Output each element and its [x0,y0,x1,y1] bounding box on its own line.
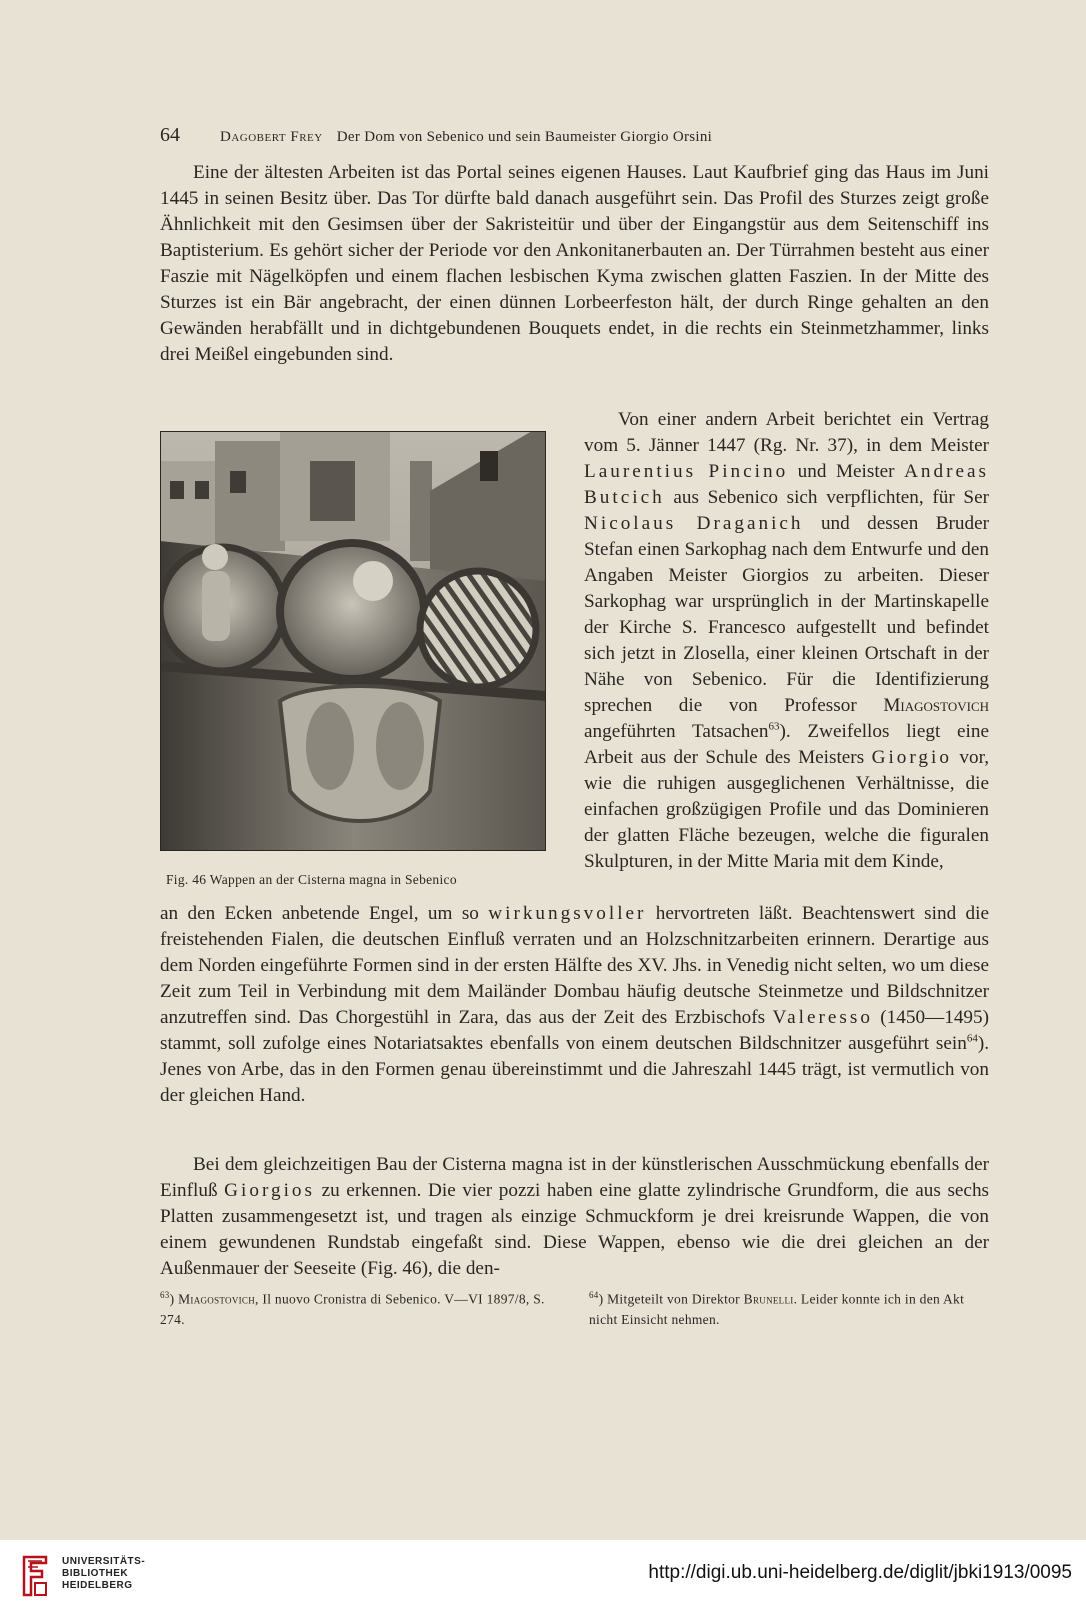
footnote-author: Miagostovich [178,1291,256,1307]
text-run: und Meister [788,461,905,482]
text-run: angeführten Tatsachen [584,721,769,742]
permalink-url[interactable]: http://digi.ub.uni-heidelberg.de/diglit/jbki1913/0095 [648,1562,1072,1583]
running-header [160,124,876,147]
footnote-ref-63: 63 [768,720,780,733]
header-title: Der Dom von Sebenico und sein Baumeister Giorgio Orsini [336,129,713,145]
name-giorgios: Giorgios [224,1180,315,1201]
text-run: hervortreten läßt. Beachtenswert sind die freistehenden Fialen, die deutschen Einfluß verraten und an Holzschnitzarbeiten erinnern. Derartige aus dem Norden eingeführte Formen sind in der ersten Hälfte des XV. Jhs. in Venedig nicht selten, wo um diese Zeit zum Teil in Verbindung mit dem Mailänder Dombau häufig deutsche Steinmetze und Bildschnitzer anzutreffen sind. Das Chorgestühl in Zara, das aus der Zeit des Erzbischofs [160,903,989,1028]
header-author: Dagobert Frey [220,129,323,145]
paragraph-portal: Eine der ältesten Arbeiten ist das Portal seines eigenen Hauses. Laut Kaufbrief ging das Haus im Juni 1445 in seinen Besitz über. Das Tor dürfte bald danach ausgeführt sein. Das Profil des Sturzes zeigt große Ähnlichkeit mit den Gesimsen über der Sakristeitür und über der Eingangstür aus dem Seitenschiff ins Baptisterium. Es gehört sicher der Periode vor den Ankonitanerbauten an. Der Türrahmen besteht aus einer Faszie mit Nägelköpfen und einem flachen lesbischen Kyma zwischen glatten Faszien. In der Mitte des Sturzes ist ein Bär angebracht, der einen dünnen Lorbeerfeston hält, der durch Ringe gehalten an den Gewänden herabfällt und in dichtgebundenen Bouquets endet, in die rechts ein Steinmetzhammer, links drei Meißel eingebunden sind. [160,162,989,365]
text-run: (1450—1495) stammt, soll zufolge eines Notariatsaktes ebenfalls von einem deutschen Bildschnitzer ausgeführt sein [160,1007,990,1054]
footnote-64: $^{64}$) Mitgeteilt von Direktor Brunelli. Leider konnte ich in den Akt nicht Einsicht nehmen. [589,1290,965,1327]
name-draganich: Nicolaus Draganich [584,513,804,534]
text-run: ). Jenes von Arbe, das in den Formen genau übereinstimmt und die Jahreszahl 1445 trägt, ist vermutlich von der gleichen Hand. [160,1033,989,1106]
figure-46-photo [160,431,546,851]
paragraph-cisterna [160,1152,989,1282]
figure-caption: Fig. 46 Wappen an der Cisterna magna in Sebenico [166,872,457,887]
name-butcich: Andreas Butcich [584,461,989,508]
logo-line: HEIDELBERG [62,1580,133,1591]
text-run: vor, wie die ruhigen ausgeglichenen Verhältnisse, die einfachen großzügigen Profile und das Dominieren der glatten Fläche bezeugen, welche die figuralen Skulpturen, in der Mitte Maria mit dem Kinde, [584,747,989,872]
name-pincino: Laurentius Pincino [584,461,789,482]
paragraph-sarcophagus-continued [160,901,989,1109]
footnote-author: Brunelli [743,1291,794,1307]
library-footer [0,1540,1086,1617]
library-logo-icon [20,1553,50,1599]
text-run: ). Zweifellos liegt eine Arbeit aus der Schule des Meisters [584,721,989,768]
spaced-word: wirkungsvoller [488,903,647,924]
logo-line: UNIVERSITÄTS- [62,1556,146,1567]
footnote-ref-64: 64 [966,1032,978,1045]
text-run: Bei dem gleichzeitigen Bau der Cisterna magna ist in der künstlerischen Ausschmückung ebenfalls der Einfluß [160,1154,989,1201]
footnote-number: 64 [589,1290,599,1300]
text-run: aus Sebenico sich verpflichten, für Ser [664,487,989,508]
name-miagostovich: Miagostovich [883,695,989,716]
footnote-text: , Il nuovo Cronistra di Sebenico. V—VI 1897/8, S. 274. [160,1291,545,1327]
footnote-63: $^{63}$) Miagostovich, Il nuovo Cronistra di Sebenico. V—VI 1897/8, S. 274. [160,1290,545,1327]
logo-line: BIBLIOTHEK [62,1568,129,1579]
paragraph-sarcophagus-column [584,407,989,875]
footnotes [160,1285,989,1330]
text-run: Von einer andern Arbeit berichtet ein Vertrag vom 5. Jänner 1447 (Rg. Nr. 37), in dem Meister [584,409,989,456]
footnote-text: Mitgeteilt von Direktor [607,1291,744,1307]
footnote-text: . Leider konnte ich in den Akt nicht Einsicht nehmen. [589,1291,965,1327]
running-title [220,129,712,146]
page-number: 64 [160,124,180,146]
name-giorgio: Giorgio [871,747,952,768]
coat-of-arms-photo-image [160,431,546,851]
text-run: zu erkennen. Die vier pozzi haben eine glatte zylindrische Grundform, die aus sechs Platten zusammengesetzt ist, und tragen als einzige Schmuckform je drei kreisrunde Wappen, die von einem gewundenen Rundstab eingefaßt sind. Diese Wappen, ebenso wie die drei gleichen an der Außenmauer der Seeseite (Fig. 46), die den- [160,1180,990,1279]
library-logo-text [62,1556,145,1592]
name-valeresso: Valeresso [772,1007,873,1028]
text-run: an den Ecken anbetende Engel, um so [160,903,489,924]
footnote-number: 63 [160,1290,170,1300]
text-run: und dessen Bruder Stefan einen Sarkophag nach dem Entwurfe und den Angaben Meister Giorgios zu arbeiten. Dieser Sarkophag war ursprünglich in der Martinskapelle der Kirche S. Francesco aufgestellt und befindet sich jetzt in Zlosella, einer kleinen Ortschaft in der Nähe von Sebenico. Für die Identifizierung sprechen die von Professor [584,513,989,716]
